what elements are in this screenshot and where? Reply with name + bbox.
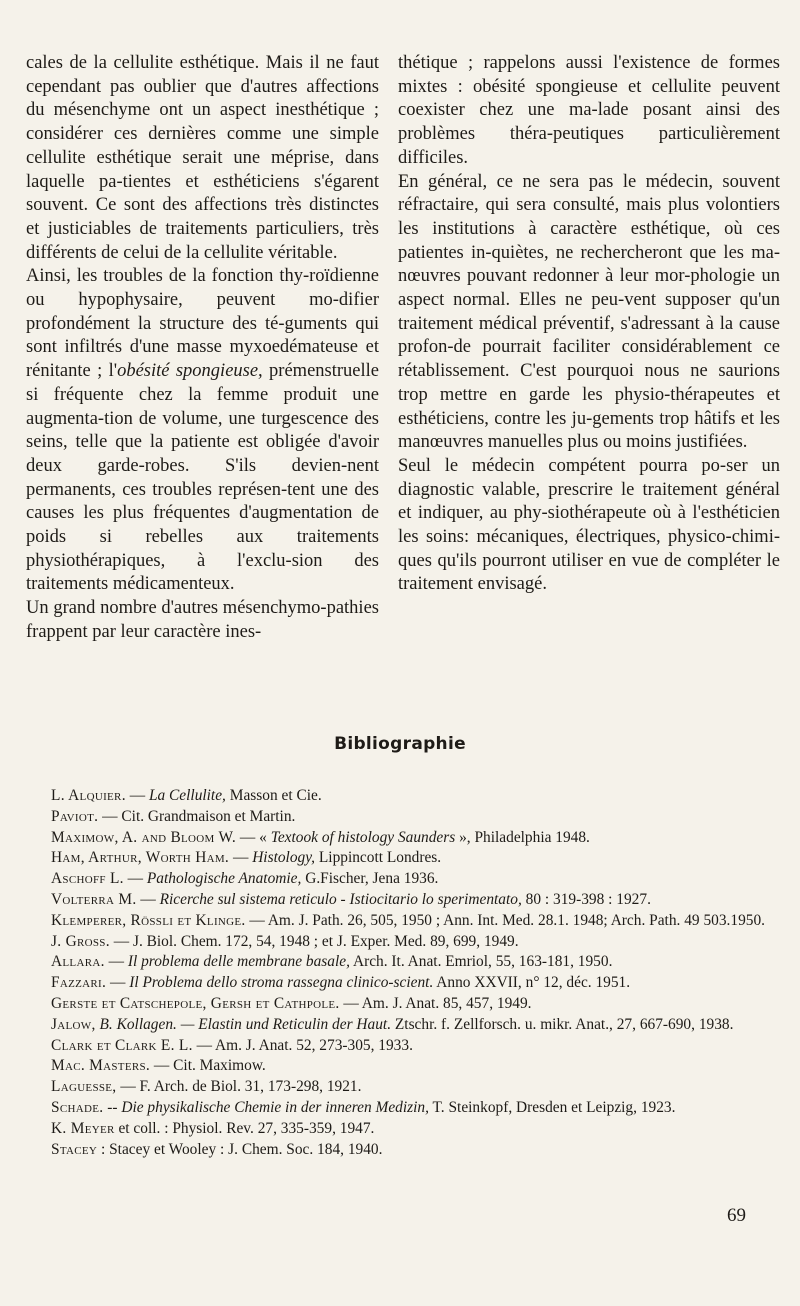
author: Mac. Masters. xyxy=(51,1057,151,1075)
bibliography-entry xyxy=(30,1119,766,1140)
bibliography-entry xyxy=(30,1015,766,1036)
bibliography-entry xyxy=(30,952,766,973)
paragraph: Seul le médecin compétent pourra po-ser un diagnostic valable, prescrire le traitement général et indiquer, au phy-siothérapeute où à l'esthéticien les soins: mécaniques, électriques, physico-chimi-ques qu'ils pourront utiliser en vue de compléter le traitement envisagé. xyxy=(398,455,780,595)
author: K. Meyer xyxy=(51,1119,115,1137)
text-run: -- xyxy=(103,1098,122,1116)
bibliography-entry xyxy=(30,1036,766,1057)
title-run: Ricerche sul sistema reticulo - Istiocitario lo sperimentato, xyxy=(159,890,522,908)
title-run: B. Kollagen. — Elastin und Reticulin der Haut. xyxy=(99,1015,392,1033)
text-run: — Am. J. Path. 26, 505, 1950 ; Ann. Int. Med. 28.1. 1948; Arch. Path. 49 503.1950. xyxy=(245,911,766,929)
bibliography-entry xyxy=(30,869,766,890)
author: Aschoff L. xyxy=(51,870,124,888)
text-run: prémenstruelle si fréquente chez la femme produit une augmenta-tion de volume, une turgescence des seins, telle que la patiente est obligée d'avoir deux garde-robes. S'ils devien-nent permanents, ces troubles représen-tent une des causes les plus fréquentes d'augmentation de poids si rebelles aux traitements physiothérapiques, à l'exclu-sion des traitements médicamenteux. xyxy=(26,361,379,595)
text-run: Lippincott Londres. xyxy=(315,849,442,867)
author: J. Gross. xyxy=(51,932,110,950)
title-run: Pathologische Anatomie, xyxy=(146,870,302,888)
author: Volterra M. xyxy=(51,890,137,908)
bibliography-entry xyxy=(30,1140,766,1161)
bibliography-entry xyxy=(30,1077,766,1098)
author: L. Alquier. xyxy=(51,787,126,804)
bibliography-list xyxy=(30,786,766,1160)
text-run: — « xyxy=(236,828,271,846)
page-number: 69 xyxy=(727,1205,746,1226)
author: Jalow, xyxy=(51,1015,96,1033)
text-run: 80 : 319-398 : 1927. xyxy=(521,890,651,908)
text-run: et coll. : Physiol. Rev. 27, 335-359, 1947. xyxy=(114,1119,375,1137)
bibliography-entry xyxy=(30,1098,766,1119)
text-run: — xyxy=(104,953,128,971)
bibliography-entry xyxy=(30,911,766,932)
title-run: Die physikalische Chemie in der inneren Medizin, xyxy=(121,1098,429,1116)
author: Maximow, A. and Bloom W. xyxy=(51,828,237,846)
author: Ham, Arthur, Worth Ham. xyxy=(51,849,230,867)
left-column xyxy=(26,52,379,645)
text-run: — Am. J. Anat. 52, 273-305, 1933. xyxy=(192,1036,413,1054)
bibliography-entry xyxy=(30,848,766,869)
paragraph: Un grand nombre d'autres mésenchymo-pathies frappent par leur caractère ines- xyxy=(26,598,379,642)
bibliography-heading: Bibliographie xyxy=(334,734,466,754)
author: Allara. xyxy=(51,953,105,971)
text-run: — xyxy=(125,787,149,804)
bibliography-entry xyxy=(30,828,766,849)
bibliography-entry xyxy=(30,890,766,911)
right-column xyxy=(398,52,780,597)
author: Laguesse, xyxy=(51,1078,117,1096)
text-run: Anno XXVII, n° 12, déc. 1951. xyxy=(433,974,631,992)
italic-term: obésité spongieuse, xyxy=(117,361,263,382)
title-run: Il problema delle membrane basale, xyxy=(127,953,350,971)
author: Gerste et Catschepole, Gersh et Cathpole. xyxy=(51,994,340,1012)
text-run: G.Fischer, Jena 1936. xyxy=(301,870,439,888)
bibliography-entry xyxy=(30,973,766,994)
text-run: — xyxy=(123,870,147,888)
author: Clark et Clark E. L. xyxy=(51,1036,193,1054)
text-run: — xyxy=(106,974,130,992)
paragraph: cales de la cellulite esthétique. Mais il ne faut cependant pas oublier que d'autres affections du mésenchyme ont un aspect inesthétique ; considérer ces dernières comme une simple cellulite esthétique serait une méprise, dans laquelle pa-tientes et esthéticiens s'égarent souvent. Ce sont des affections très distinctes et justiciables de traitements particuliers, très différents de celui de la cellulite véritable. xyxy=(26,53,379,263)
paragraph: En général, ce ne sera pas le médecin, souvent réfractaire, qui sera consulté, mais plus volontiers les institutions à caractère esthétique, où ces patientes in-quiètes, ne rechercheront que les ma-nœuvres pouvant redonner à leur mor-phologie un aspect normal. Elles ne peu-vent supposer qu'un traitement médical préventif, s'adressant à la cause profon-de pourrait faciliter considérablement ce rétablissement. C'est pourquoi nous ne saurions trop mettre en garde les physio-thérapeutes et esthéticiens, contre les ju-gements trop hâtifs et les manœuvres manuelles plus ou moins justifiées. xyxy=(398,171,780,453)
text-run: — Cit. Maximow. xyxy=(150,1057,266,1075)
title-run: Histology, xyxy=(252,849,316,867)
text-run: — xyxy=(136,890,160,908)
text-run: », Philadelphia 1948. xyxy=(455,828,590,846)
title-run: Il Problema dello stroma rassegna clinico-scient. xyxy=(129,974,434,992)
bibliography-entry xyxy=(30,1056,766,1077)
text-run: Arch. It. Anat. Emriol, 55, 163-181, 1950. xyxy=(349,953,613,971)
bibliography-entry xyxy=(30,786,766,807)
author: Stacey xyxy=(51,1140,98,1158)
text-run: — Am. J. Anat. 85, 457, 1949. xyxy=(339,994,532,1012)
title-run: La Cellulite, xyxy=(148,787,226,804)
text-run: Ainsi, les troubles de la fonction thy-roïdienne ou hypophysaire, peuvent mo-difier profondément la structure des té-guments qui sont infiltrés d'une masse myxoedémateuse et rénitante ; l' xyxy=(26,266,379,382)
bibliography-entry xyxy=(30,932,766,953)
author: Paviot. xyxy=(51,807,99,825)
text-run: Masson et Cie. xyxy=(225,787,322,804)
author: Klemperer, Rössli et Klinge. xyxy=(51,911,246,929)
paragraph xyxy=(26,265,379,597)
text-run: Ztschr. f. Zellforsch. u. mikr. Anat., 27, 667-690, 1938. xyxy=(391,1015,734,1033)
text-run: — F. Arch. de Biol. 31, 173-298, 1921. xyxy=(116,1078,362,1096)
bibliography-entry xyxy=(30,994,766,1015)
text-run: T. Steinkopf, Dresden et Leipzig, 1923. xyxy=(428,1098,676,1116)
text-run: — Cit. Grandmaison et Martin. xyxy=(98,807,296,825)
author: Fazzari. xyxy=(51,974,107,992)
text-run: : Stacey et Wooley : J. Chem. Soc. 184, 1940. xyxy=(97,1140,383,1158)
title-run: Textook of histology Saunders xyxy=(270,828,456,846)
text-run: — J. Biol. Chem. 172, 54, 1948 ; et J. Exper. Med. 89, 699, 1949. xyxy=(109,932,519,950)
bibliography-entry xyxy=(30,807,766,828)
text-run: — xyxy=(229,849,253,867)
paragraph: thétique ; rappelons aussi l'existence de formes mixtes : obésité spongieuse et cellulite peuvent coexister chez une ma-lade posant ainsi des problèmes théra-peutiques particulièrement difficiles. xyxy=(398,53,780,168)
author: Schade. xyxy=(51,1098,104,1116)
